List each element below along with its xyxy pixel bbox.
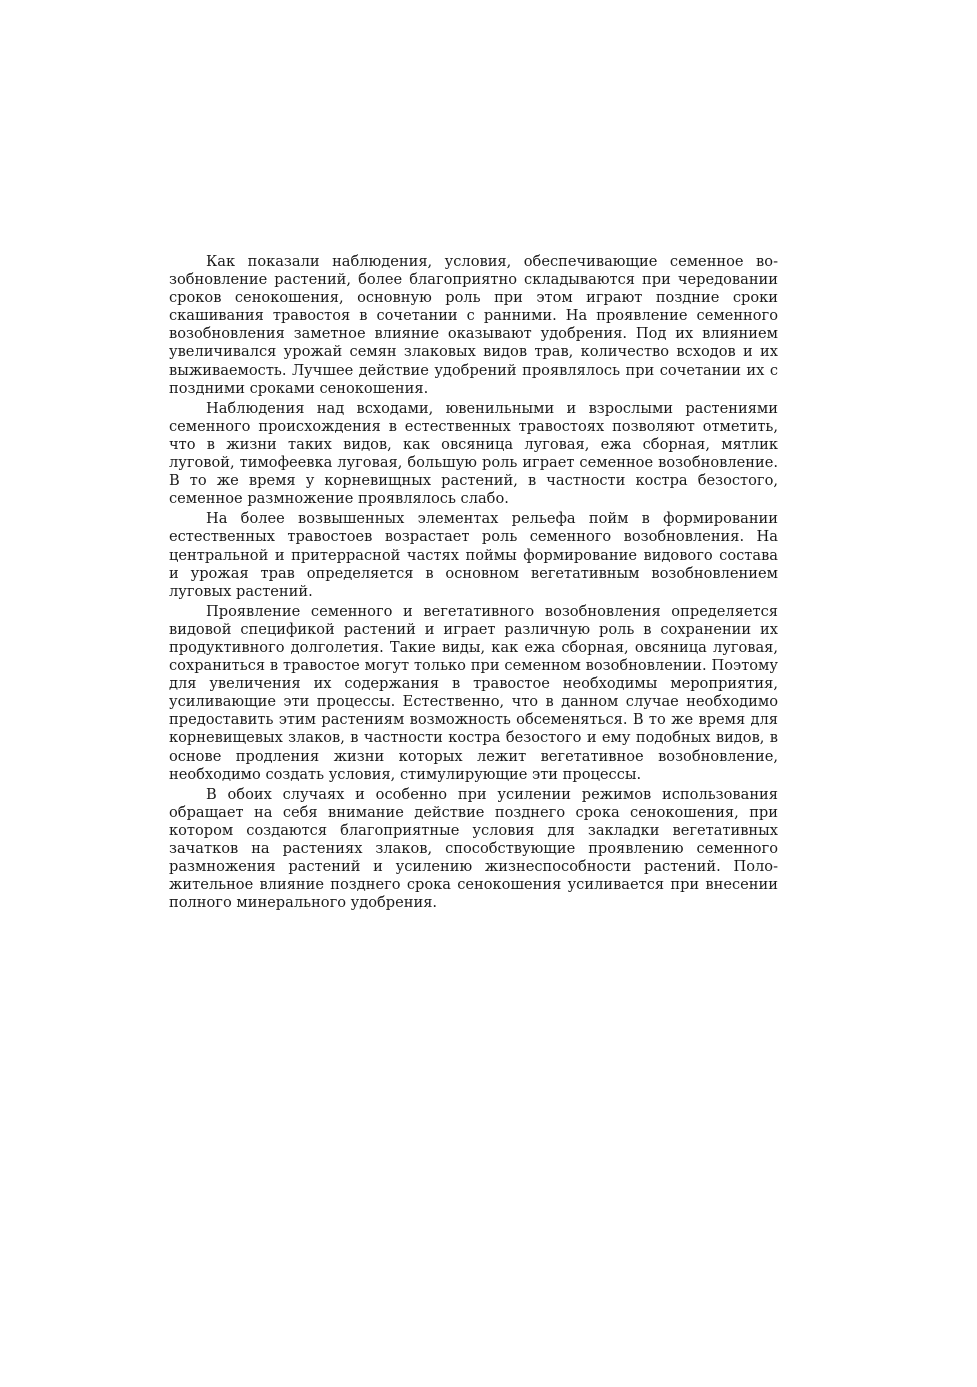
paragraph-3: На более возвышенных элементах рельефа пойм в формировании естественных травостоев возрастает роль семенного возобновления. На центральной и притеррасной частях поймы формирование видового состава и урожая трав определяется в основном вегетативным возобновлением луговых растений.: [169, 510, 778, 600]
paragraph-2: Наблюдения над всходами, ювенильными и взрослыми растениями семенного происхождения в естественных травостоях позволяют отметить, что в жизни таких видов, как овсяница луговая, ежа сборная, мятлик луговой, тимофеевка луговая, большую роль играет семенное возобновление. В то же время у корневищных растений, в частности костра безостого, семенное размножение проявлялось слабо.: [169, 399, 778, 508]
paragraph-4: Проявление семенного и вегетативного возобновления определяется видовой спецификой растений и играет различную роль в сохранении их продуктивного долголетия. Такие виды, как ежа сборная, овсяница луговая, сохраниться в травостое могут только при семенном возобновлении. Поэтому для увеличения их содержания в травостое необходимы мероприятия, усиливающие эти процессы. Естественно, что в данном случае необходимо предоставить этим растениям возможность обсеменяться. В то же время для корневищевых злаков, в частности костра безостого и ему подобных видов, в основе продления жизни которых лежит вегетативное возобновление, необходимо создать условия, стимулирующие эти процессы.: [169, 602, 778, 783]
paragraph-1: Как показали наблюдения, условия, обеспечивающие семенное возобновление растений, более благоприятно складываются при чередовании сроков сенокошения, основную роль при этом играют поздние сроки скашивания травостоя в сочетании с ранними. На проявление семенного возобновления заметное влияние оказывают удобрения. Под их влиянием увеличивался урожай семян злаковых видов трав, количество всходов и их выживаемость. Лучшее действие удобрений проявлялось при сочетании их с поздними сроками сенокошения.: [169, 253, 778, 397]
document-body: [169, 253, 778, 912]
paragraph-5: В обоих случаях и особенно при усилении режимов использования обращает на себя внимание действие позднего срока сенокошения, при котором создаются благоприятные условия для закладки вегетативных зачатков на растениях злаков, способствующие проявлению семенного размножения растений и усилению жизнеспособности растений. Положительное влияние позднего срока сенокошения усиливается при внесении полного минерального удобрения.: [169, 785, 778, 912]
